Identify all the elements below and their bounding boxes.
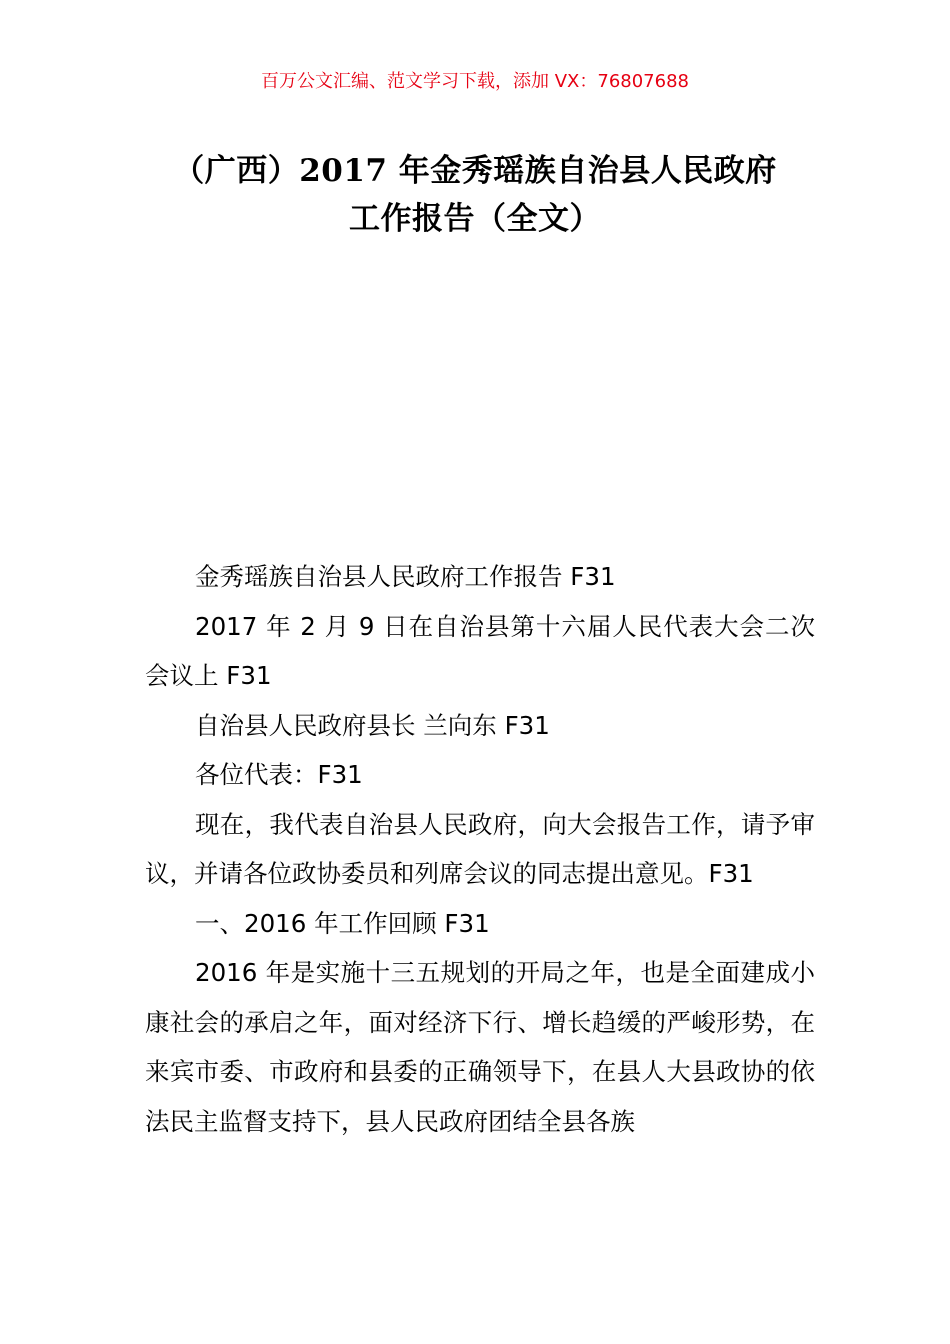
- paragraph-speaker: 自治县人民政府县长 兰向东 F31: [195, 710, 550, 740]
- paragraph-meeting-date: 2017 年 2 月 9 日在自治县第十六届人民代表大会二次会议上 F31: [145, 611, 815, 690]
- document-title-line-2: 工作报告（全文）: [349, 201, 601, 237]
- document-body: [145, 552, 815, 1146]
- paragraph-review: 2016 年是实施十三五规划的开局之年，也是全面建成小康社会的承启之年，面对经济下行、增长趋缓的严峻形势，在来宾市委、市政府和县委的正确领导下，在县人大县政协的依法民主监督支持下，县人民政府团结全县各族: [145, 958, 815, 1136]
- section-heading: 一、2016 年工作回顾 F31: [195, 908, 490, 938]
- paragraph-introduction: 现在，我代表自治县人民政府，向大会报告工作，请予审议，并请各位政协委员和列席会议的同志提出意见。F31: [145, 809, 815, 888]
- paragraph-report-name: 金秀瑶族自治县人民政府工作报告 F31: [195, 562, 616, 591]
- header-note: 百万公文汇编、范文学习下载，添加 VX：76807688: [261, 71, 689, 92]
- document-title-line-1: （广西）2017 年金秀瑶族自治县人民政府: [173, 153, 777, 189]
- paragraph-salutation: 各位代表：F31: [195, 760, 363, 789]
